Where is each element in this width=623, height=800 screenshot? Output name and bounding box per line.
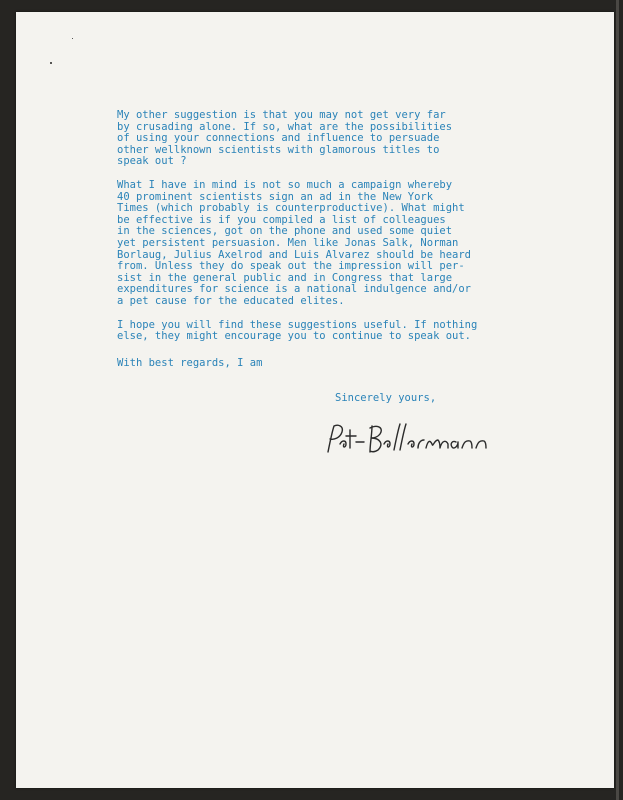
handwritten-signature (320, 414, 520, 464)
paragraph-suggestion: My other suggestion is that you may not get very far by crusading alone. If so, what are the possibilities of using your connections and influence to persuade other wellknown scientists with glamorous titles to speak out ? (117, 109, 453, 168)
paper-speck (50, 62, 52, 64)
paragraph-campaign: What I have in mind is not so much a campaign whereby 40 prominent scientists sign an ad in the New York Times (which probably is counterproductive). What might be effective is if you compiled a list of colleagues in the sciences, got on the phone and used some quiet yet persistent persuasion. Men like Jonas Salk, Norman Borlaug, Julius Axelrod and Luis Alvarez should be heard from. Unless they do speak out the impression will per- sist in the general public and in Congress that large expenditures for science is a national indulgence and/or a pet cause for the educated elites. (117, 178, 472, 307)
paragraph-hope: I hope you will find these suggestions useful. If nothing else, they might encourage you to continue to speak out. (117, 318, 478, 343)
paper-speck (72, 38, 73, 39)
signoff-line: Sincerely yours, (335, 392, 437, 404)
closing-line: With best regards, I am (117, 357, 263, 369)
scan-edge (616, 0, 619, 800)
letter-body (117, 110, 557, 355)
